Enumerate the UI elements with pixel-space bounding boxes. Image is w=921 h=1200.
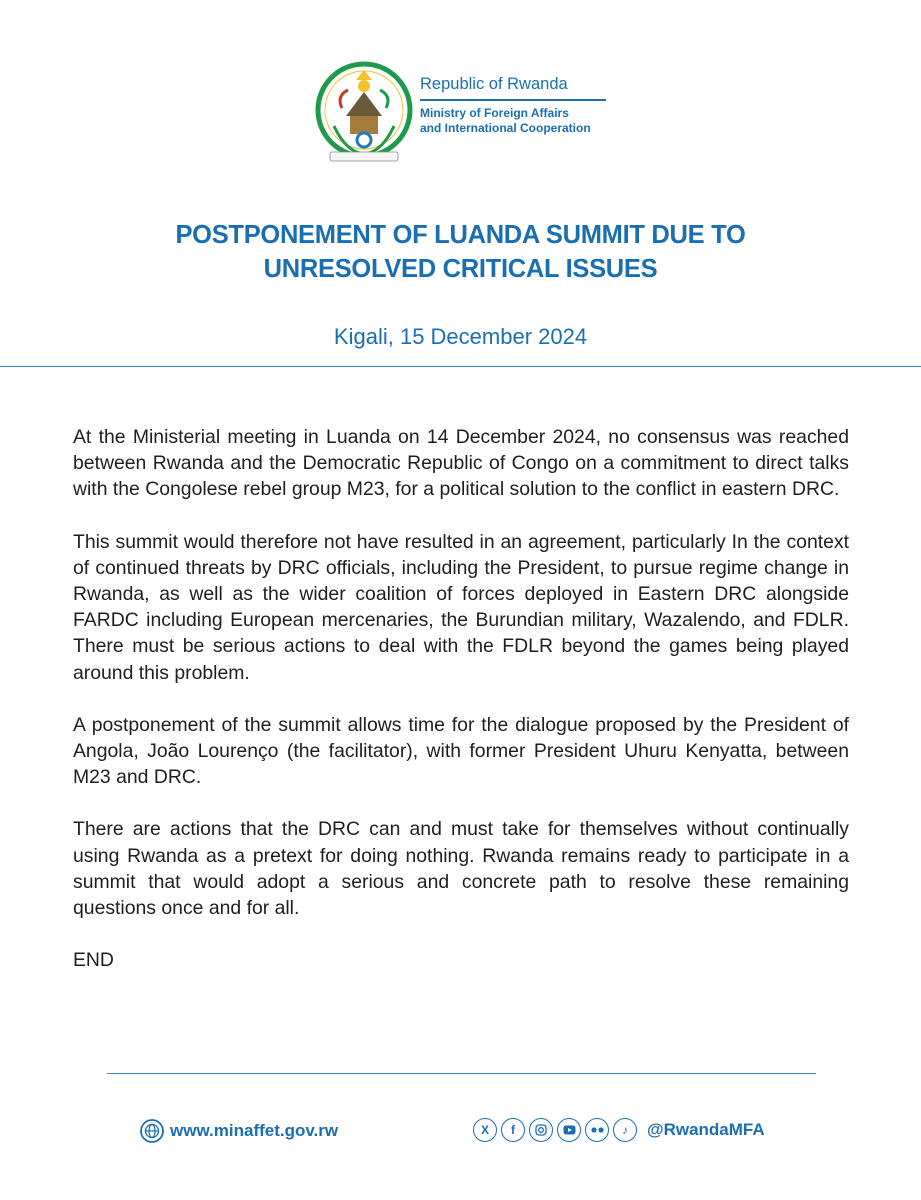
end-marker: END (73, 949, 114, 972)
website-link[interactable] (140, 1118, 338, 1144)
social-handle[interactable]: @RwandaMFA (647, 1120, 765, 1139)
globe-icon (140, 1119, 164, 1143)
flickr-icon[interactable] (585, 1118, 609, 1142)
social-links (473, 1117, 765, 1143)
x-icon[interactable]: X (473, 1118, 497, 1142)
brand-divider (420, 99, 606, 101)
paragraph-4: There are actions that the DRC can and must take for themselves without continually using Rwanda as a pretext for doing nothing. Rwanda remains ready to participate in a summit that would adopt a serious and concrete path to resolve these remaining questions once and for all. (73, 818, 849, 920)
header-divider (0, 366, 921, 367)
org-name: Republic of Rwanda (420, 75, 568, 93)
ministry-line-1: Ministry of Foreign Affairs (420, 106, 569, 120)
paragraph-1: At the Ministerial meeting in Luanda on 14 December 2024, no consensus was reached between Rwanda and the Democratic Republic of Congo on a commitment to direct talks with the Congolese rebel group M23, for a political solution to the conflict in eastern DRC. (73, 426, 849, 501)
footer-divider (107, 1073, 816, 1074)
rwanda-coat-of-arms-icon (312, 56, 416, 172)
ministry-line-2: and International Cooperation (420, 121, 591, 135)
paragraph-2: This summit would therefore not have resulted in an agreement, particularly In the context of continued threats by DRC officials, including the President, to pursue regime change in Rwanda, as well as the wider coalition of forces deployed in Eastern DRC alongside FARDC including European mercenaries, the Burundian military, Wazalendo, and FDLR. There must be serious actions to deal with the FDLR beyond the games being played around this problem. (73, 530, 849, 684)
page-title (60, 218, 861, 286)
letterhead (312, 56, 632, 174)
facebook-icon[interactable]: f (501, 1118, 525, 1142)
paragraph-3: A postponement of the summit allows time for the dialogue proposed by the President of Angola, João Lourenço (the facilitator), with former President Uhuru Kenyatta, between M23 and DRC. (73, 713, 849, 789)
statement-body (73, 424, 849, 973)
instagram-icon[interactable] (529, 1118, 553, 1142)
website-url: www.minaffet.gov.rw (170, 1121, 339, 1140)
dateline: Kigali, 15 December 2024 (333, 324, 588, 349)
brand-block (420, 74, 630, 136)
title-line-1: POSTPONEMENT OF LUANDA SUMMIT DUE TO (175, 221, 746, 249)
youtube-icon[interactable] (557, 1118, 581, 1142)
title-line-2: UNRESOLVED CRITICAL ISSUES (263, 255, 658, 283)
tiktok-icon[interactable]: ♪ (613, 1118, 637, 1142)
